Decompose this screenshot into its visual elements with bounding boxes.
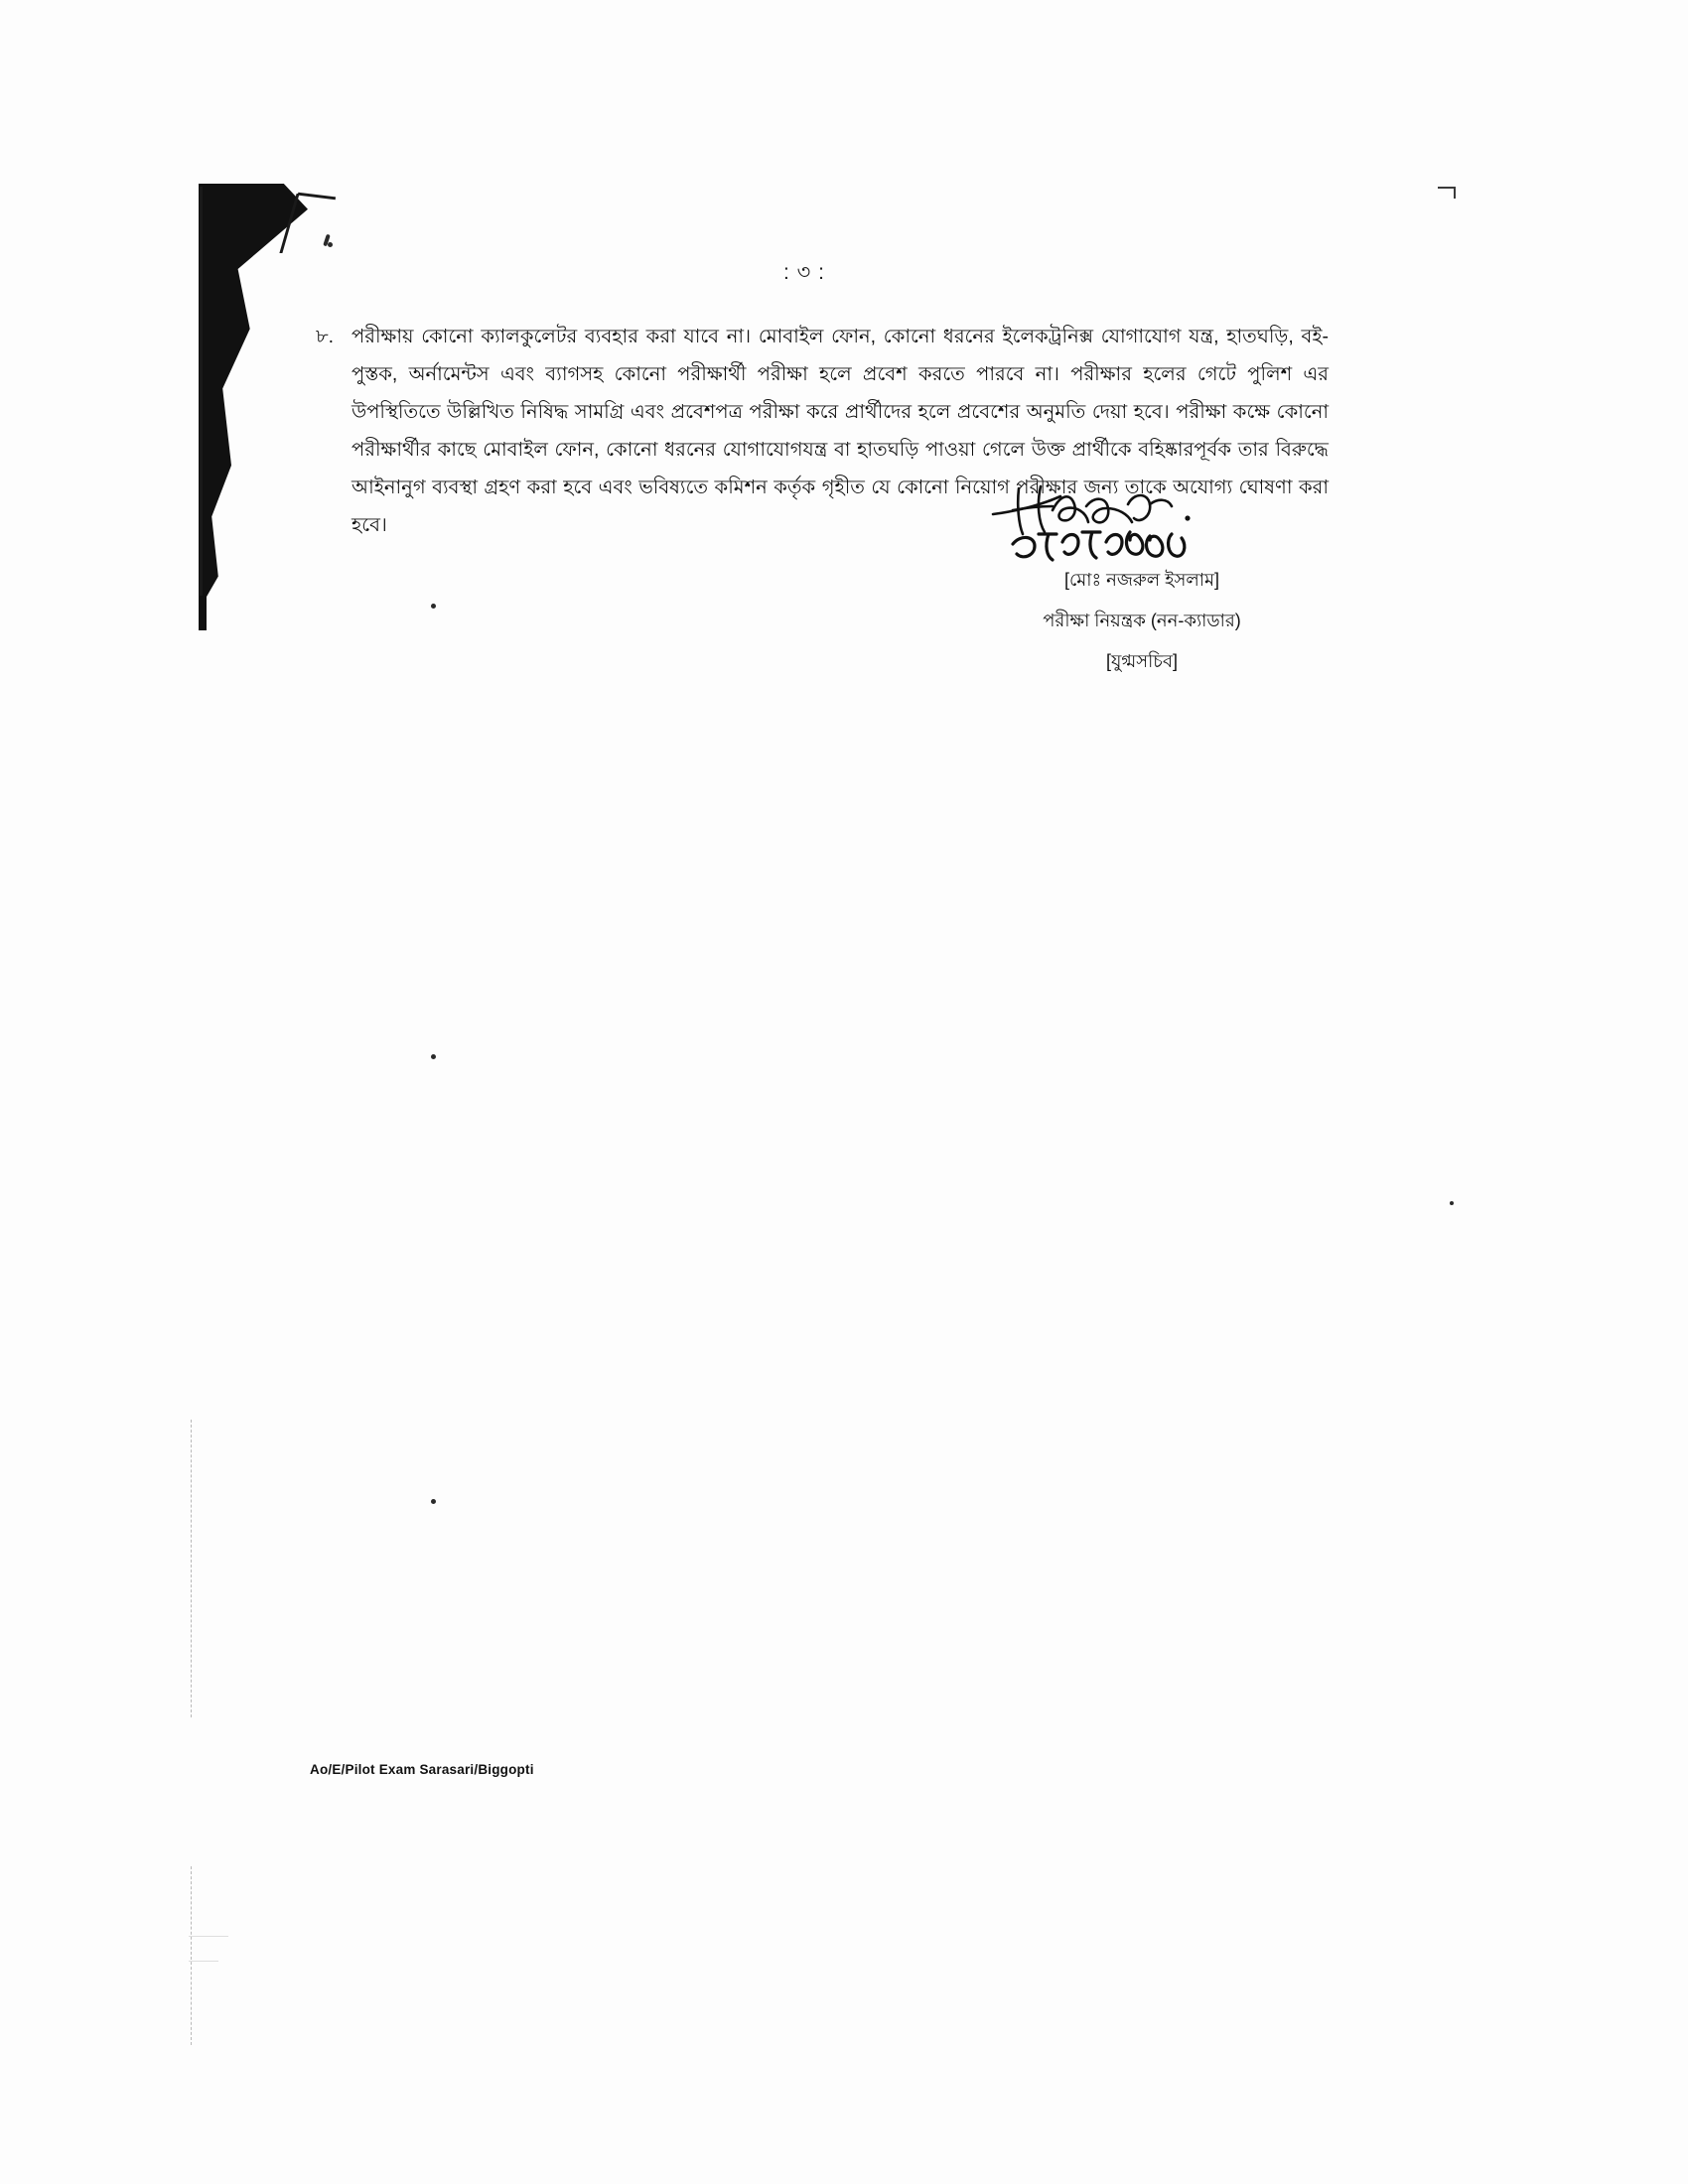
- speck-artifact: [431, 1499, 436, 1504]
- signer-rank: [যুগ্মসচিব]: [1105, 651, 1179, 671]
- handwritten-signature: [933, 486, 1350, 564]
- scan-faint-line: [189, 1936, 228, 1937]
- page-number: [0, 256, 1688, 291]
- page-number-text: : ৩ :: [783, 261, 825, 284]
- clause-number: ৮.: [316, 326, 335, 347]
- clause-text: পরীক্ষায় কোনো ক্যালকুলেটর ব্যবহার করা যাবে না। মোবাইল ফোন, কোনো ধরনের ইলেকট্রনিক্স যোগাযোগ যন্ত্র, হাতঘড়ি, বই-পুস্তক, অর্নামেন্টস এবং ব্যাগসহ কোনো পরীক্ষার্থী পরীক্ষা হলে প্রবেশ করতে পারবে না। পরীক্ষার হলের গেটে পুলিশ এর উপস্থিতিতে উল্লিখিত নিষিদ্ধ সামগ্রি এবং প্রবেশপত্র পরীক্ষা করে প্রার্থীদের হলে প্রবেশের অনুমতি দেয়া হবে। পরীক্ষা কক্ষে কোনো পরীক্ষার্থীর কাছে মোবাইল ফোন, কোনো ধরনের যোগাযোগযন্ত্র বা হাতঘড়ি পাওয়া গেলে উক্ত প্রার্থীকে বহিষ্কারপূর্বক তার বিরুদ্ধে আইনানুগ ব্যবস্থা গ্রহণ করা হবে এবং ভবিষ্যতে কমিশন কর্তৃক গৃহীত যে কোনো নিয়োগ পরীক্ষার জন্য তাকে অযোগ্য ঘোষণা করা হবে।: [352, 326, 1329, 537]
- speck-artifact: [328, 242, 333, 247]
- signature-mark: [983, 480, 1281, 570]
- speck-artifact: [1450, 1201, 1454, 1205]
- scan-artifact-edge-line: [200, 187, 203, 615]
- speck-artifact: [431, 1054, 436, 1059]
- scan-corner-mark: [1438, 187, 1456, 199]
- signature-block: [933, 486, 1350, 678]
- signer-role: পরীক্ষা নিয়ন্ত্রক (নন-ক্যাডার): [1043, 611, 1241, 630]
- speck-artifact: [431, 604, 436, 609]
- footer-reference: Ao/E/Pilot Exam Sarasari/Biggopti: [310, 1762, 534, 1777]
- scan-faint-line: [189, 1961, 218, 1962]
- signer-name: [মোঃ নজরুল ইসলাম]: [1063, 570, 1220, 590]
- scan-edge-dashes: [191, 1866, 193, 2045]
- scan-edge-dashes: [191, 1420, 193, 1717]
- scan-artifact-tail: [199, 596, 207, 630]
